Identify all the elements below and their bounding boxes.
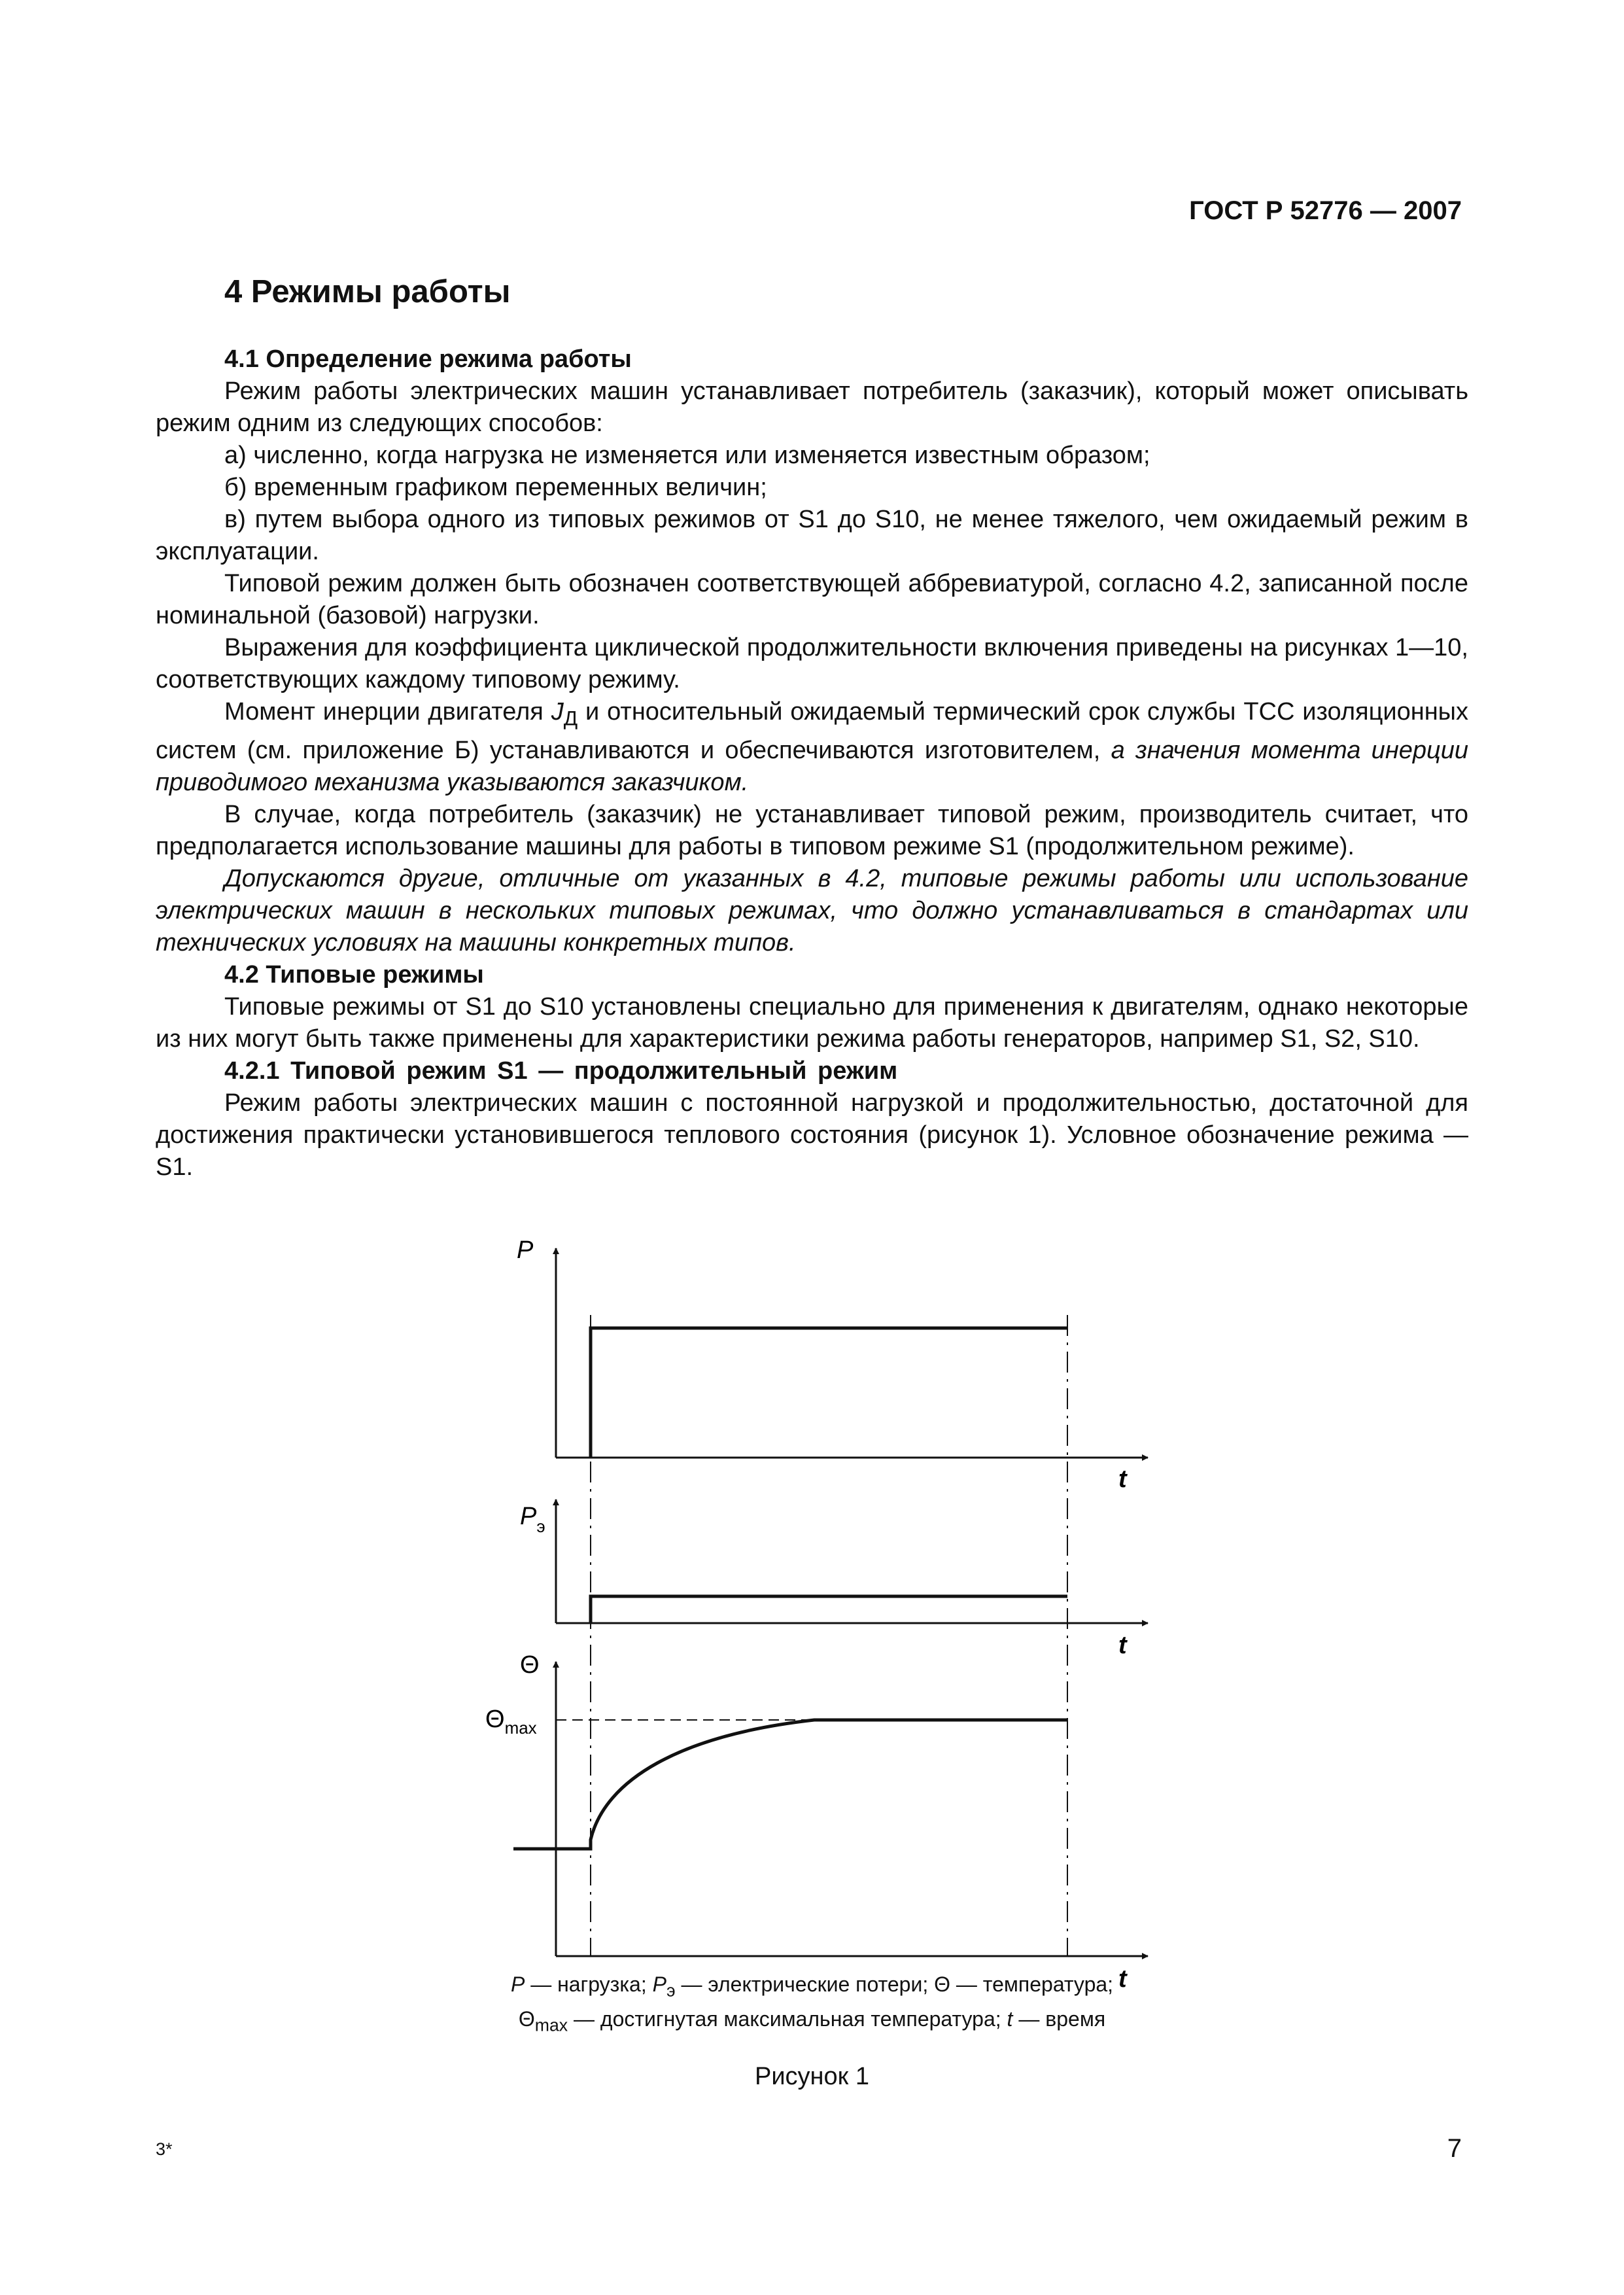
- figure-legend-line-1: [0, 1972, 1624, 2001]
- subsection-4-1-heading: 4.1 Определение режима работы: [224, 345, 632, 373]
- paragraph-s1-mode: Режим работы электрических машин с постоянной нагрузкой и продолжительностью, достаточной для достижения практически установившегося теплового состояния (рисунок 1). Условное обозначение режима — S1.: [156, 1089, 1468, 1181]
- legend-theta-max-sub: max: [534, 2015, 568, 2035]
- subsection-4-2-heading: 4.2 Типовые режимы: [224, 960, 484, 989]
- page-number: 7: [1447, 2134, 1462, 2163]
- figure-number-label: Рисунок 1: [754, 2063, 869, 2090]
- theta-time-label: t: [1118, 1965, 1127, 1993]
- temperature-curve: [513, 1720, 1067, 1849]
- sheet-mark: 3*: [156, 2139, 173, 2159]
- list-item-b: б) временным графиком переменных величин;: [224, 474, 767, 501]
- list-item-v: в) путем выбора одного из типовых режимов от S1 до S10, не менее тяжелого, чем ожидаемый режим в эксплуатации.: [156, 506, 1468, 565]
- paragraph-other-modes: Допускаются другие, отличные от указанных в 4.2, типовые режимы работы или использование электрических машин в нескольких типовых режимах, что должно устанавливаться в стандартах или технических условиях на машины конкретных типов.: [156, 864, 1468, 956]
- inertia-symbol-sub: Д: [563, 706, 578, 730]
- legend-t-symbol: t: [1007, 2007, 1013, 2031]
- paragraph-intro: Режим работы электрических машин устанавливает потребитель (заказчик), который может описывать режим одним из следующих способов:: [156, 377, 1468, 437]
- paragraph-expressions: Выражения для коэффициента циклической продолжительности включения приведены на рисунках 1—10, соответствующих каждому типовому режиму.: [156, 634, 1468, 693]
- legend-t-text: — время: [1012, 2007, 1106, 2031]
- subsection-4-2-1-heading: 4.2.1 Типовой режим S1 — продолжительный режим: [224, 1057, 898, 1085]
- theta-max-label-main: Θ: [485, 1706, 505, 1733]
- inertia-text-italic: а значения момента инерции приводимого механизма указываются заказчиком.: [156, 736, 1468, 796]
- losses-curve: [591, 1596, 1067, 1623]
- p-time-label: t: [1118, 1465, 1127, 1493]
- legend-theta-max-symbol: Θ: [518, 2007, 535, 2031]
- legend-pe-text: — электрические потери; Θ — температура;: [675, 1972, 1114, 1996]
- paragraph-typical-modes: Типовые режимы от S1 до S10 установлены специально для применения к двигателям, однако некоторые из них могут быть также применены для характеристики режима работы генераторов, например S1, S2, S10.: [156, 992, 1468, 1053]
- p-axis-label: P: [517, 1236, 534, 1264]
- paragraph-designation: Типовой режим должен быть обозначен соответствующей аббревиатурой, согласно 4.2, записанной после номинальной (базовой) нагрузки.: [156, 570, 1468, 629]
- theta-max-label: [485, 1706, 537, 1738]
- legend-pe-symbol: P: [652, 1972, 666, 1996]
- standard-code: ГОСТ Р 52776 — 2007: [1189, 196, 1462, 225]
- pe-axis-label: [520, 1503, 545, 1536]
- theta-axis-label: Θ: [520, 1651, 540, 1679]
- legend-p-text: — нагрузка;: [525, 1972, 653, 1996]
- legend-p-symbol: P: [510, 1972, 525, 1996]
- figure-legend-line-2: [0, 2007, 1624, 2035]
- theta-max-label-sub: max: [504, 1718, 537, 1738]
- legend-theta-max-text: — достигнутая максимальная температура;: [568, 2007, 1007, 2031]
- section-title: 4 Режимы работы: [224, 274, 511, 309]
- inertia-text-start: Момент инерции двигателя: [224, 698, 551, 726]
- inertia-symbol: J: [551, 698, 564, 726]
- inertia-text-mid: и относительный ожидаемый термический срок службы ТСС изоляционных систем (см. приложение Б) устанавливаются и обеспечиваются изготовителем,: [156, 698, 1468, 764]
- pe-axis-label-main: P: [520, 1503, 537, 1530]
- pe-axis-label-sub: э: [536, 1516, 545, 1536]
- load-curve: [591, 1328, 1067, 1458]
- pe-time-label: t: [1118, 1632, 1127, 1659]
- paragraph-default-mode: В случае, когда потребитель (заказчик) не устанавливает типовой режим, производитель считает, что предполагается использование машины для работы в типовом режиме S1 (продолжительном режиме).: [156, 800, 1468, 860]
- legend-pe-sub: э: [666, 1980, 676, 2001]
- list-item-a: а) численно, когда нагрузка не изменяется или изменяется известным образом;: [224, 442, 1150, 469]
